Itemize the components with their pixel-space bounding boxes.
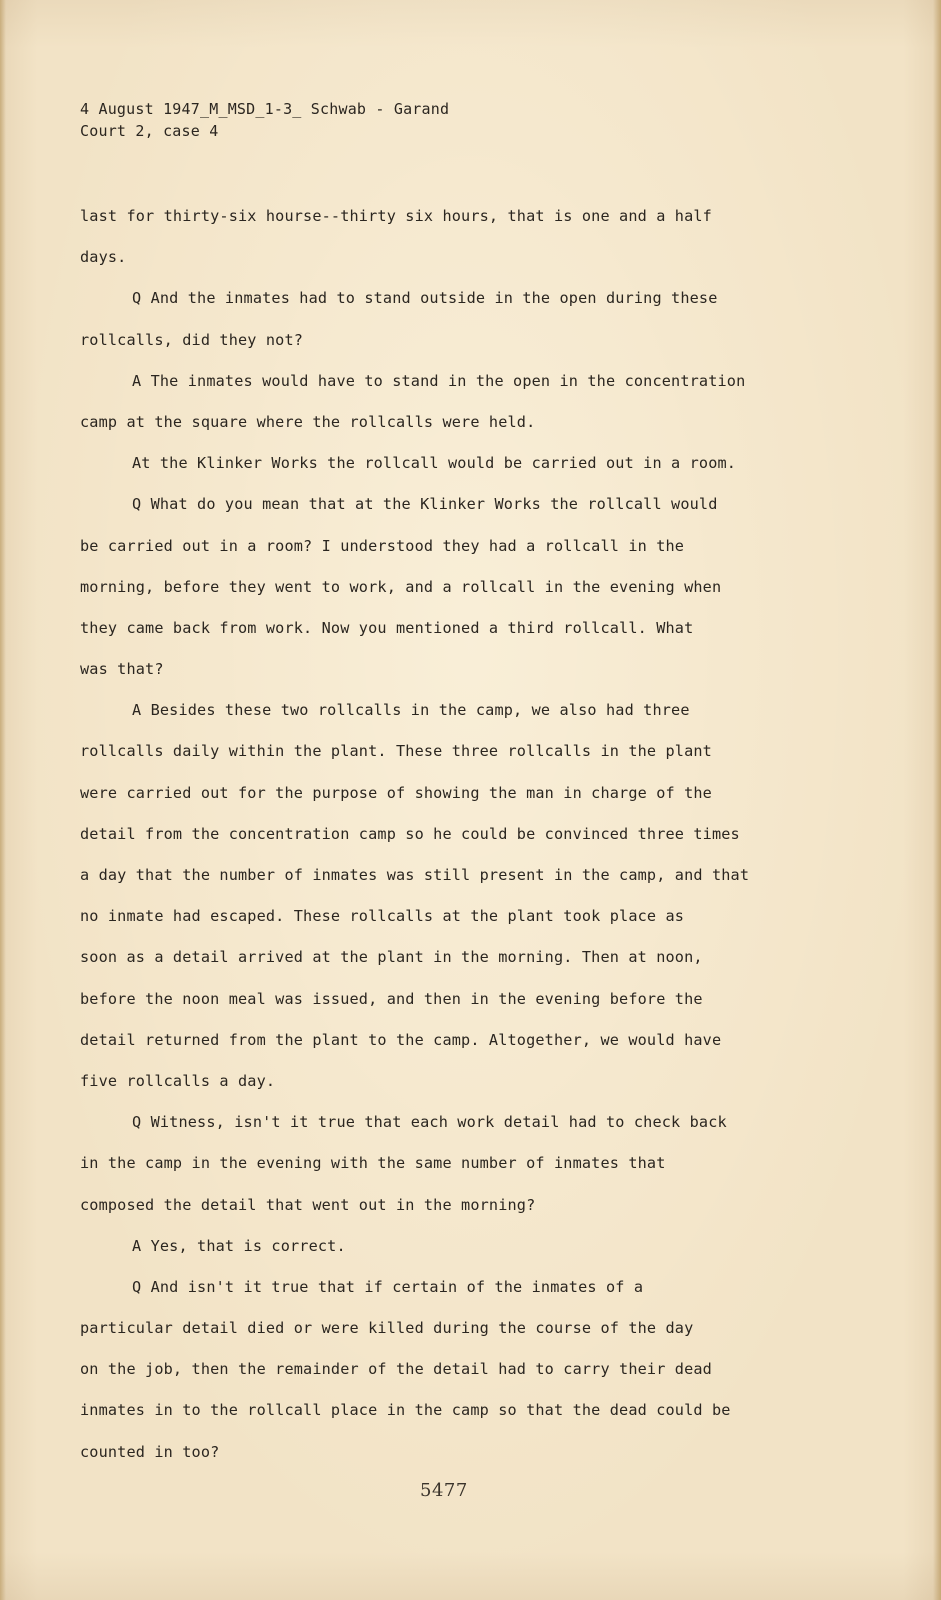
- transcript-line: Q And the inmates had to stand outside in the open during these: [132, 289, 718, 308]
- transcript-line: camp at the square where the rollcalls were held.: [80, 412, 536, 431]
- transcript-line: Q Witness, isn't it true that each work detail had to check back: [132, 1113, 727, 1132]
- document-header: [80, 98, 449, 142]
- transcript-line: no inmate had escaped. These rollcalls at the plant took place as: [80, 907, 685, 926]
- transcript-line: counted in too?: [80, 1442, 220, 1461]
- transcript-line: rollcalls, did they not?: [80, 330, 304, 349]
- transcript-line: a day that the number of inmates was still present in the camp, and that: [80, 866, 750, 884]
- transcript-line: detail from the concentration camp so he could be convinced three times: [80, 824, 740, 843]
- transcript-line: inmates in to the rollcall place in the camp so that the dead could be: [80, 1401, 731, 1420]
- transcript-line: composed the detail that went out in the morning?: [80, 1195, 536, 1214]
- header-date-line: 4 August 1947_M_MSD_1-3_ Schwab - Garand: [80, 100, 450, 118]
- transcript-body: [80, 196, 840, 1473]
- transcript-line: last for thirty-six hourse--thirty six hours, that is one and a half: [80, 207, 712, 225]
- transcript-line: days.: [80, 248, 127, 267]
- transcript-line: be carried out in a room? I understood they had a rollcall in the: [80, 536, 685, 555]
- transcript-line: five rollcalls a day.: [80, 1071, 276, 1090]
- transcript-line: in the camp in the evening with the same number of inmates that: [80, 1154, 666, 1173]
- transcript-line: Q What do you mean that at the Klinker Works the rollcall would: [132, 495, 718, 514]
- transcript-line: A Yes, that is correct.: [132, 1236, 346, 1255]
- transcript-line: Q And isn't it true that if certain of the inmates of a: [132, 1277, 644, 1296]
- page-edge-left: [0, 0, 6, 1600]
- transcript-line: At the Klinker Works the rollcall would be carried out in a room.: [132, 454, 737, 473]
- transcript-line: were carried out for the purpose of showing the man in charge of the: [80, 783, 712, 802]
- transcript-line: particular detail died or were killed during the course of the day: [80, 1319, 694, 1338]
- transcript-line: A Besides these two rollcalls in the camp, we also had three: [132, 701, 690, 720]
- header-court-line: Court 2, case 4: [80, 122, 219, 140]
- transcript-line: on the job, then the remainder of the detail had to carry their dead: [80, 1360, 712, 1379]
- transcript-line: A The inmates would have to stand in the open in the concentration: [132, 371, 746, 390]
- transcript-line: before the noon meal was issued, and then in the evening before the: [80, 989, 703, 1008]
- page-number: 5477: [420, 1480, 468, 1501]
- transcript-line: rollcalls daily within the plant. These three rollcalls in the plant: [80, 742, 712, 761]
- transcript-line: soon as a detail arrived at the plant in the morning. Then at noon,: [80, 948, 703, 967]
- page-edge-right: [933, 0, 941, 1600]
- transcript-line: morning, before they went to work, and a rollcall in the evening when: [80, 577, 722, 596]
- transcript-line: was that?: [80, 660, 164, 679]
- transcript-line: they came back from work. Now you mentioned a third rollcall. What: [80, 618, 694, 637]
- transcript-line: detail returned from the plant to the camp. Altogether, we would have: [80, 1030, 722, 1049]
